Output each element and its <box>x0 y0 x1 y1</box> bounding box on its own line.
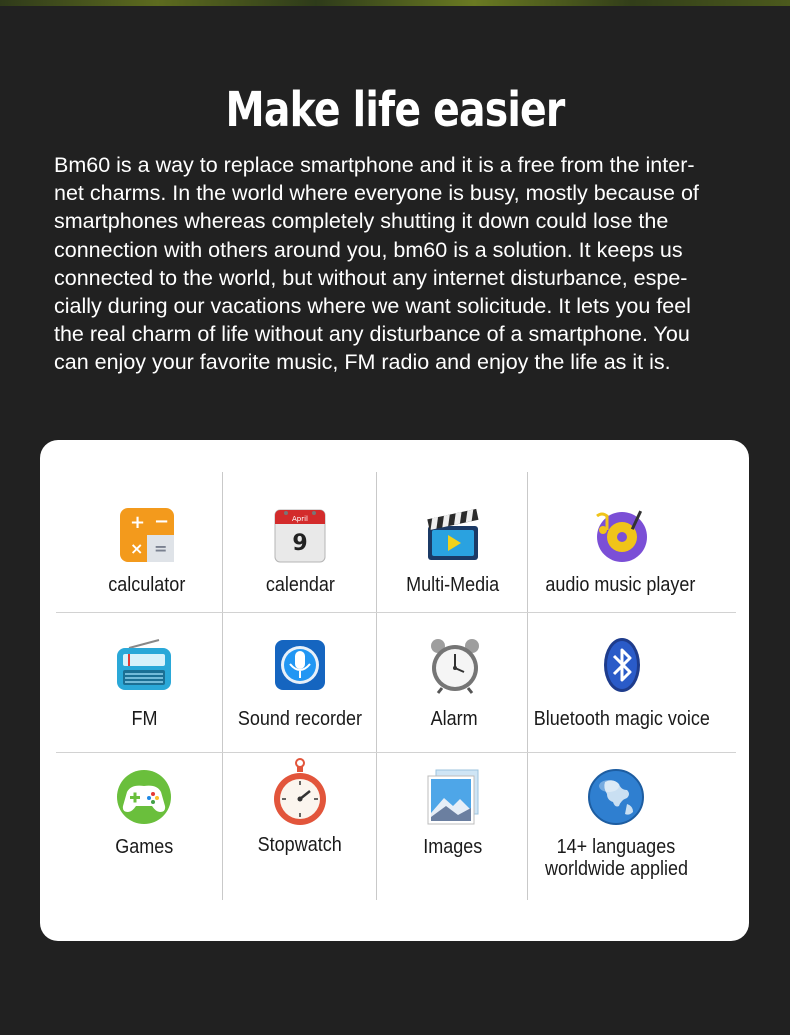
feature-alarm <box>377 636 532 730</box>
gamepad-icon <box>115 768 173 826</box>
feature-label-line2: worldwide applied <box>544 858 688 880</box>
feature-audio-music-player <box>528 506 712 596</box>
feature-label: Alarm <box>430 708 478 730</box>
svg-text:=: = <box>154 539 168 558</box>
images-icon <box>424 768 482 826</box>
calendar-day: 9 <box>292 531 308 556</box>
description-line: the real charm of life without any disturbance of a smartphone. You <box>54 322 690 347</box>
radio-icon <box>115 636 173 694</box>
feature-stopwatch <box>223 756 377 856</box>
feature-label: audio music player <box>544 574 696 596</box>
calendar-month: April <box>292 515 308 523</box>
feature-sound-recorder <box>223 636 377 730</box>
microphone-icon <box>271 636 329 694</box>
page-title: Make life easier <box>225 82 565 138</box>
feature-label: Bluetooth magic voice <box>533 708 711 730</box>
description-line: connected to the world, but without any internet disturbance, espe- <box>54 265 688 290</box>
grid-divider <box>56 612 736 613</box>
feature-label: FM <box>130 708 157 730</box>
feature-label: Images <box>422 836 483 858</box>
grid-divider <box>56 752 736 753</box>
feature-languages <box>528 768 704 880</box>
description-line: Bm60 is a way to replace smartphone and it is a free from the inter- <box>54 153 695 177</box>
description-line: cially during our vacations where we want solicitude. It lets you feel <box>54 294 691 319</box>
globe-icon <box>587 768 645 826</box>
feature-images <box>377 768 528 858</box>
feature-bluetooth-magic-voice <box>528 636 716 730</box>
svg-text:×: × <box>130 539 144 558</box>
description-line: connection with others around you, bm60 is a solution. It keeps us <box>54 237 683 262</box>
alarm-clock-icon <box>426 636 484 694</box>
svg-text:−: − <box>154 511 170 532</box>
description-line: can enjoy your favorite music, FM radio and enjoy the life as it is. <box>54 350 671 375</box>
feature-label: Stopwatch <box>257 834 343 856</box>
feature-calculator <box>40 506 254 596</box>
feature-label: calculator <box>108 574 186 596</box>
feature-label: Games <box>114 836 174 858</box>
features-card <box>40 440 749 941</box>
feature-label: calendar <box>265 574 335 596</box>
music-player-icon <box>591 506 649 564</box>
multimedia-icon <box>424 506 482 564</box>
top-decorative-strip <box>0 0 790 6</box>
feature-games <box>40 768 248 858</box>
svg-text:+: + <box>130 512 146 533</box>
description-line: smartphones whereas completely shutting it down could lose the <box>54 209 669 234</box>
feature-calendar <box>223 506 377 596</box>
bluetooth-icon <box>593 636 651 694</box>
feature-multimedia <box>377 506 528 596</box>
feature-label: Sound recorder <box>237 708 363 730</box>
feature-fm <box>40 636 248 730</box>
feature-label: 14+ languages <box>556 836 676 858</box>
calculator-icon <box>118 506 176 564</box>
stopwatch-icon <box>271 756 329 828</box>
description-line: net charms. In the world where everyone is busy, mostly because of <box>54 181 699 206</box>
calendar-icon <box>271 506 329 564</box>
description-paragraph <box>54 151 754 377</box>
feature-label: Multi-Media <box>405 574 500 596</box>
